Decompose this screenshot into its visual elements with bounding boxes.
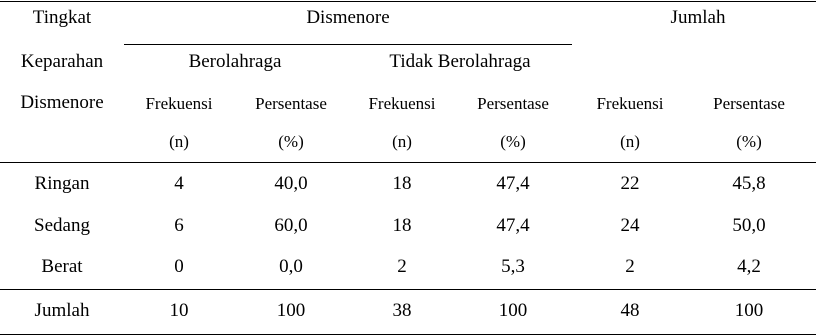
col-header-unit: (n) <box>169 132 189 151</box>
col-header-label: Frekuensi <box>368 94 436 113</box>
header-bottom-rule <box>0 162 816 163</box>
col-header-label: Frekuensi <box>596 94 664 113</box>
table-cell: 2 <box>397 256 407 277</box>
col-header-label: Persentase <box>477 94 549 113</box>
col-header-label: Persentase <box>713 94 785 113</box>
total-top-rule <box>0 289 816 290</box>
col-header-label: Frekuensi <box>145 94 213 113</box>
table-cell: 47,4 <box>496 215 530 236</box>
table-cell: 45,8 <box>732 173 766 194</box>
top-rule <box>0 1 816 2</box>
col-header-unit: (%) <box>736 132 762 151</box>
table-cell: 60,0 <box>274 215 308 236</box>
table-cell: 5,3 <box>501 256 525 277</box>
row-header-line-1: Tingkat <box>32 7 92 28</box>
table-cell: 0,0 <box>279 256 303 277</box>
table-cell: 4 <box>174 173 184 194</box>
total-title: Jumlah <box>670 7 726 28</box>
col-header-label: Persentase <box>255 94 327 113</box>
table-cell: 24 <box>620 215 640 236</box>
col-header-unit: (n) <box>620 132 640 151</box>
row-header-line-3: Dismenore <box>20 92 104 113</box>
table-cell: 50,0 <box>732 215 766 236</box>
row-header-line-2: Keparahan <box>20 51 104 72</box>
col-header-unit: (%) <box>500 132 526 151</box>
row-label: Ringan <box>34 173 90 194</box>
total-cell: 100 <box>276 300 306 321</box>
total-cell: 38 <box>392 300 412 321</box>
table-cell: 4,2 <box>737 256 761 277</box>
table-cell: 18 <box>392 215 412 236</box>
table-cell: 18 <box>392 173 412 194</box>
total-row-label: Jumlah <box>34 300 90 321</box>
table-cell: 2 <box>625 256 635 277</box>
table-cell: 47,4 <box>496 173 530 194</box>
row-label: Sedang <box>34 215 90 236</box>
row-label: Berat <box>41 256 83 277</box>
table-cell: 0 <box>174 256 184 277</box>
col-header-unit: (n) <box>392 132 412 151</box>
col-header-unit: (%) <box>278 132 304 151</box>
total-cell: 10 <box>169 300 189 321</box>
total-cell: 100 <box>498 300 528 321</box>
group-underline <box>124 44 572 45</box>
subgroup-berolahraga: Berolahraga <box>188 51 282 72</box>
table-cell: 40,0 <box>274 173 308 194</box>
bottom-rule <box>0 334 816 335</box>
subgroup-tidak-berolahraga: Tidak Berolahraga <box>389 51 531 72</box>
total-cell: 48 <box>620 300 640 321</box>
table-cell: 6 <box>174 215 184 236</box>
group-title: Dismenore <box>306 7 390 28</box>
total-cell: 100 <box>734 300 764 321</box>
table-cell: 22 <box>620 173 640 194</box>
